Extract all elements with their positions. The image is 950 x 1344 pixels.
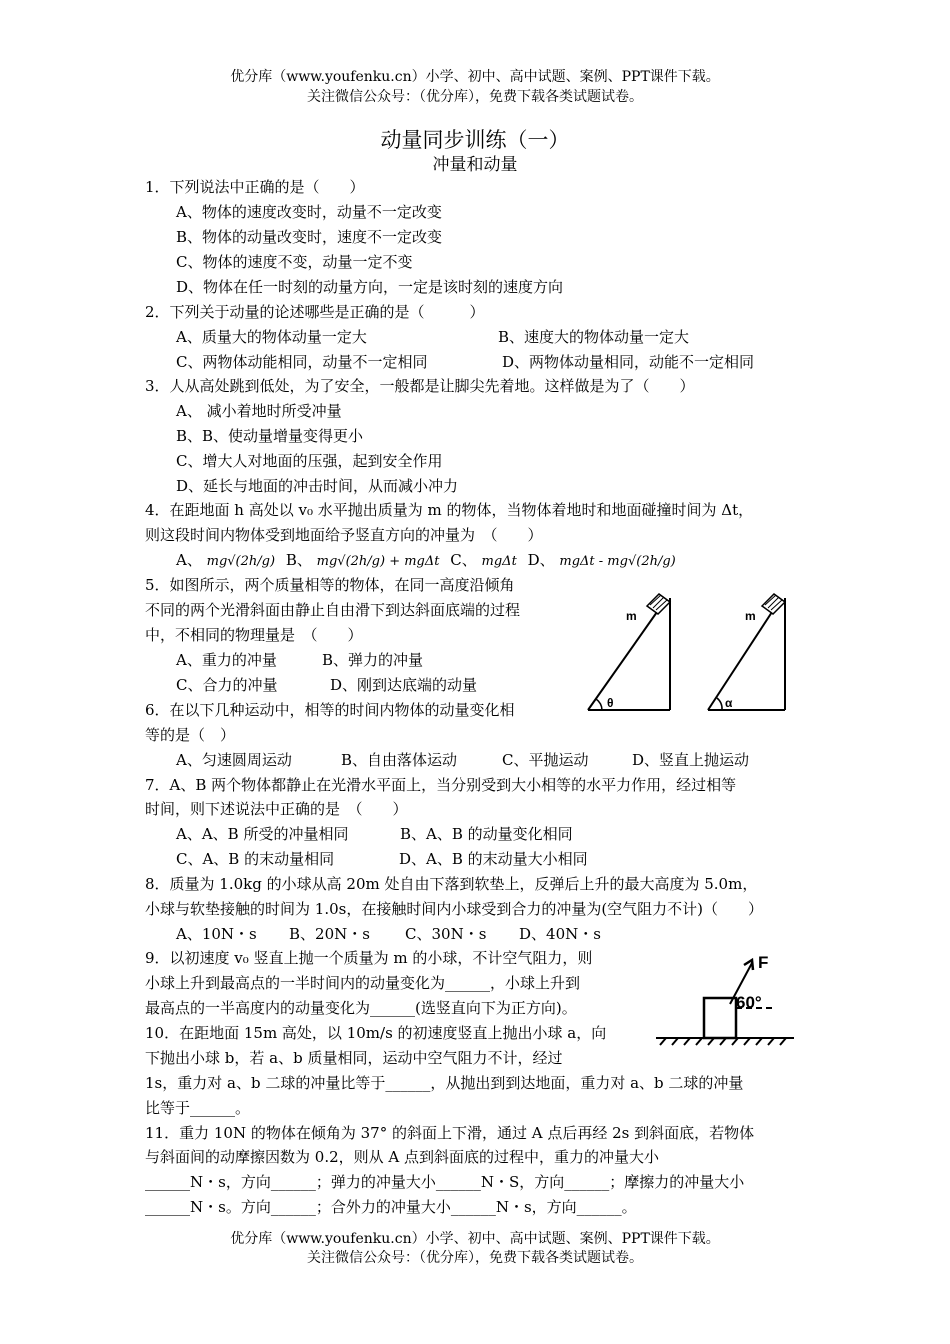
q11-stem-line-2: 与斜面间的动摩擦因数为 0.2，则从 A 点到斜面底的过程中，重力的冲量大小 bbox=[145, 1148, 659, 1166]
q4-option-a-formula: mg√(2h/g) bbox=[206, 554, 276, 569]
q8-stem-line-1: 8．质量为 1.0kg 的小球从高 20m 处自由下落到软垫上，反弹后上升的最大高度为 5.0m， bbox=[145, 875, 758, 893]
block bbox=[704, 998, 736, 1038]
q5-option-a: A、重力的冲量 bbox=[176, 651, 277, 669]
q2-option-b: B、速度大的物体动量一定大 bbox=[498, 328, 690, 346]
q4-stem-line-1: 4．在距地面 h 高处以 v₀ 水平抛出质量为 m 的物体，当物体着地时和地面碰撞时间为 Δt， bbox=[145, 501, 754, 519]
q1-option-a: A、物体的速度改变时，动量不一定改变 bbox=[176, 203, 442, 221]
q6-option-a: A、匀速圆周运动 bbox=[176, 751, 292, 769]
q4-option-d-label: D、 bbox=[527, 551, 555, 569]
q5-fig-angle-theta: θ bbox=[607, 696, 614, 710]
block-left-icon bbox=[647, 594, 670, 614]
q9-stem-line-1: 9．以初速度 v₀ 竖直上抛一个质量为 m 的小球，不计空气阻力，则 bbox=[145, 949, 593, 967]
q9-force-figure bbox=[652, 948, 802, 1048]
q3-option-a: A、 减小着地时所受冲量 bbox=[176, 402, 342, 420]
q10-stem-line-1: 10．在距地面 15m 高处，以 10m/s 的初速度竖直上抛出小球 a，向 bbox=[145, 1024, 607, 1042]
q6-option-d: D、竖直上抛运动 bbox=[632, 751, 750, 769]
q9-fig-force-label: F bbox=[758, 953, 769, 972]
q4-option-d-formula: mgΔt - mg√(2h/g) bbox=[559, 554, 676, 569]
q4-option-c-formula: mgΔt bbox=[481, 554, 517, 569]
q4-option-b-label: B、 bbox=[285, 551, 312, 569]
q4-option-b-formula: mg√(2h/g) + mgΔt bbox=[316, 554, 440, 569]
page-title: 动量同步训练（一） bbox=[380, 128, 570, 152]
q3-option-b: B、B、使动量增量变得更小 bbox=[176, 427, 364, 445]
q7-option-a: A、A、B 所受的冲量相同 bbox=[176, 825, 349, 843]
q8-option-d: D、40N・s bbox=[519, 925, 601, 943]
q7-option-d: D、A、B 的末动量大小相同 bbox=[399, 850, 588, 868]
q9-stem-line-2: 小球上升到最高点的一半时间内的动量变化为______，小球上升到 bbox=[145, 974, 581, 992]
q4-stem-line-2: 则这段时间内物体受到地面给予竖直方向的冲量为 （ ） bbox=[145, 526, 543, 544]
q7-stem-line-1: 7．A、B 两个物体都静止在光滑水平面上，当分别受到大小相等的水平力作用，经过相等 bbox=[145, 776, 737, 794]
q5-incline-figure bbox=[580, 588, 810, 718]
q11-stem-line-1: 11．重力 10N 的物体在倾角为 37° 的斜面上下滑，通过 A 点后再经 2s 到斜面底，若物体 bbox=[145, 1124, 755, 1142]
q5-fig-mass-right: m bbox=[745, 609, 756, 623]
q4-option-a-label: A、 bbox=[176, 551, 202, 569]
q2-option-c: C、两物体动能相同，动量不一定相同 bbox=[176, 353, 428, 371]
q6-option-c: C、平抛运动 bbox=[502, 751, 589, 769]
q4-options bbox=[176, 550, 676, 572]
q11-stem-line-4: ______N・s。方向______；合外力的冲量大小______N・s，方向______。 bbox=[145, 1198, 637, 1216]
q5-stem-line-2: 不同的两个光滑斜面由静止自由滑下到达斜面底端的过程 bbox=[145, 601, 521, 619]
q11-stem-line-3: ______N・s，方向______；弹力的冲量大小______N・S，方向______；摩擦力的冲量大小 bbox=[145, 1173, 745, 1191]
header-line-1: 优分库（www.youfenku.cn）小学、初中、高中试题、案例、PPT课件下载。 bbox=[230, 69, 720, 85]
q6-stem-line-2: 等的是（ ） bbox=[145, 726, 236, 744]
q1-option-c: C、物体的速度不变，动量一定不变 bbox=[176, 253, 413, 271]
q5-option-b: B、弹力的冲量 bbox=[322, 651, 424, 669]
q7-stem-line-2: 时间，则下述说法中正确的是 （ ） bbox=[145, 800, 408, 818]
q1-option-b: B、物体的动量改变时，速度不一定改变 bbox=[176, 228, 443, 246]
q1-option-d: D、物体在任一时刻的动量方向，一定是该时刻的速度方向 bbox=[176, 278, 564, 296]
q3-option-c: C、增大人对地面的压强，起到安全作用 bbox=[176, 452, 443, 470]
q9-fig-angle-label: 60° bbox=[736, 993, 762, 1012]
q6-stem-line-1: 6．在以下几种运动中，相等的时间内物体的动量变化相 bbox=[145, 701, 515, 719]
q8-option-a: A、10N・s bbox=[176, 925, 257, 943]
q8-option-b: B、20N・s bbox=[289, 925, 370, 943]
q1-stem: 1．下列说法中正确的是（ ） bbox=[145, 178, 365, 196]
q2-stem: 2．下列关于动量的论述哪些是正确的是（ ） bbox=[145, 303, 485, 321]
q9-stem-line-3: 最高点的一半高度内的动量变化为______(选竖直向下为正方向)。 bbox=[145, 999, 577, 1017]
q7-option-b: B、A、B 的动量变化相同 bbox=[400, 825, 573, 843]
q5-stem-line-1: 5．如图所示，两个质量相等的物体，在同一高度沿倾角 bbox=[145, 576, 515, 594]
q6-option-b: B、自由落体运动 bbox=[341, 751, 458, 769]
header-line-2: 关注微信公众号：（优分库），免费下载各类试题试卷。 bbox=[307, 89, 643, 105]
page-subtitle: 冲量和动量 bbox=[432, 155, 518, 175]
q5-stem-line-3: 中，不相同的物理量是 （ ） bbox=[145, 626, 363, 644]
q10-stem-line-4: 比等于______。 bbox=[145, 1099, 251, 1117]
q3-option-d: D、延长与地面的冲击时间，从而减小冲力 bbox=[176, 477, 459, 495]
q3-stem: 3．人从高处跳到低处，为了安全，一般都是让脚尖先着地。这样做是为了（ ） bbox=[145, 377, 695, 395]
q8-option-c: C、30N・s bbox=[405, 925, 487, 943]
q5-fig-mass-left: m bbox=[626, 609, 637, 623]
q10-stem-line-2: 下抛出小球 b，若 a、b 质量相同，运动中空气阻力不计，经过 bbox=[145, 1049, 563, 1067]
q5-option-c: C、合力的冲量 bbox=[176, 676, 278, 694]
q10-stem-line-3: 1s，重力对 a、b 二球的冲量比等于______，从抛出到到达地面，重力对 a、b 二球的冲量 bbox=[145, 1074, 744, 1092]
block-right-icon bbox=[762, 594, 785, 614]
q7-option-c: C、A、B 的末动量相同 bbox=[176, 850, 335, 868]
q2-option-d: D、两物体动量相同，动能不一定相同 bbox=[502, 353, 755, 371]
q8-stem-line-2: 小球与软垫接触的时间为 1.0s，在接触时间内小球受到合力的冲量为(空气阻力不计)（ ） bbox=[145, 900, 764, 918]
q4-option-c-label: C、 bbox=[450, 551, 477, 569]
q5-option-d: D、刚到达底端的动量 bbox=[330, 676, 478, 694]
q5-fig-angle-alpha: α bbox=[725, 696, 733, 710]
footer-line-2: 关注微信公众号：（优分库），免费下载各类试题试卷。 bbox=[307, 1250, 643, 1266]
q2-option-a: A、质量大的物体动量一定大 bbox=[176, 328, 367, 346]
footer-line-1: 优分库（www.youfenku.cn）小学、初中、高中试题、案例、PPT课件下载。 bbox=[230, 1231, 720, 1247]
